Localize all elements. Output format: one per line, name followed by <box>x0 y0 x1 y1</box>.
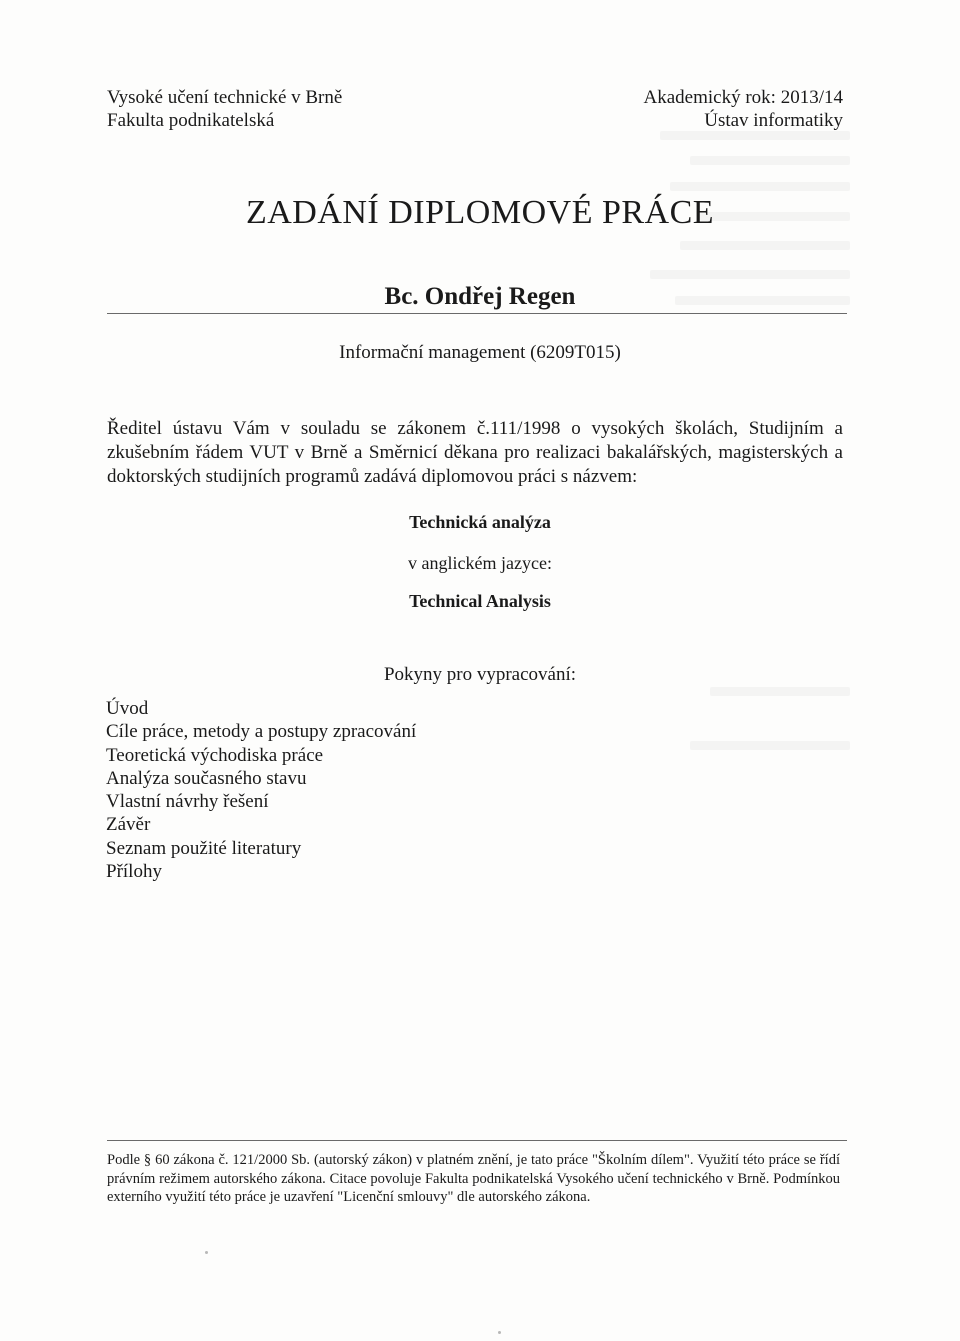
list-item: Seznam použité literatury <box>106 837 302 859</box>
list-item: Teoretická východiska práce <box>106 744 324 766</box>
header-year-block <box>644 86 843 132</box>
thesis-topic-czech: Technická analýza <box>409 512 551 532</box>
english-label: v anglickém jazyce: <box>408 553 552 573</box>
list-item: Analýza současného stavu <box>106 767 307 789</box>
student-name: Bc. Ondřej Regen <box>384 283 576 310</box>
list-item: Přílohy <box>106 861 162 883</box>
list-item: Cíle práce, metody a postupy zpracování <box>106 721 417 743</box>
department-name: Ústav informatiky <box>704 110 843 131</box>
study-programme: Informační management (6209T015) <box>339 342 621 363</box>
institution-name: Vysoké učení technické v Brně <box>107 87 343 108</box>
faculty-name: Fakulta podnikatelská <box>107 110 275 131</box>
list-item: Úvod <box>106 698 149 719</box>
list-item: Vlastní návrhy řešení <box>106 791 269 813</box>
copyright-footer-note: Podle § 60 zákona č. 121/2000 Sb. (autorský zákon) v platném znění, je tato práce "Školním dílem". Využití této práce se řídí právním režimem autorského zákona. Citace povoluje Fakulta podnikatelská Vysokého učení technického v Brně. Podmínkou externího využití této práce je uzavření "Licenční smlouvy" dle autorského zákona. <box>107 1152 840 1205</box>
instructions-heading: Pokyny pro vypracování: <box>383 664 577 685</box>
header-institution-block <box>107 86 342 132</box>
divider-line <box>107 313 847 314</box>
scan-speck <box>205 1251 208 1254</box>
footer-divider-line <box>107 1140 847 1141</box>
assignment-intro-paragraph: Ředitel ústavu Vám v souladu se zákonem č.111/1998 o vysokých školách, Studijním a zkušebním řádem VUT v Brně a Směrnicí děkana pro realizaci bakalářských, magisterských a doktorských studijních programů zadává diplomovou práci s názvem: <box>107 418 843 487</box>
list-item: Závěr <box>106 814 151 836</box>
thesis-outline-list <box>106 697 416 883</box>
document-title: ZADÁNÍ DIPLOMOVÉ PRÁCE <box>245 194 715 231</box>
scan-speck <box>498 1331 501 1334</box>
academic-year: Akademický rok: 2013/14 <box>643 87 843 108</box>
thesis-topic-english: Technical Analysis <box>409 591 551 611</box>
